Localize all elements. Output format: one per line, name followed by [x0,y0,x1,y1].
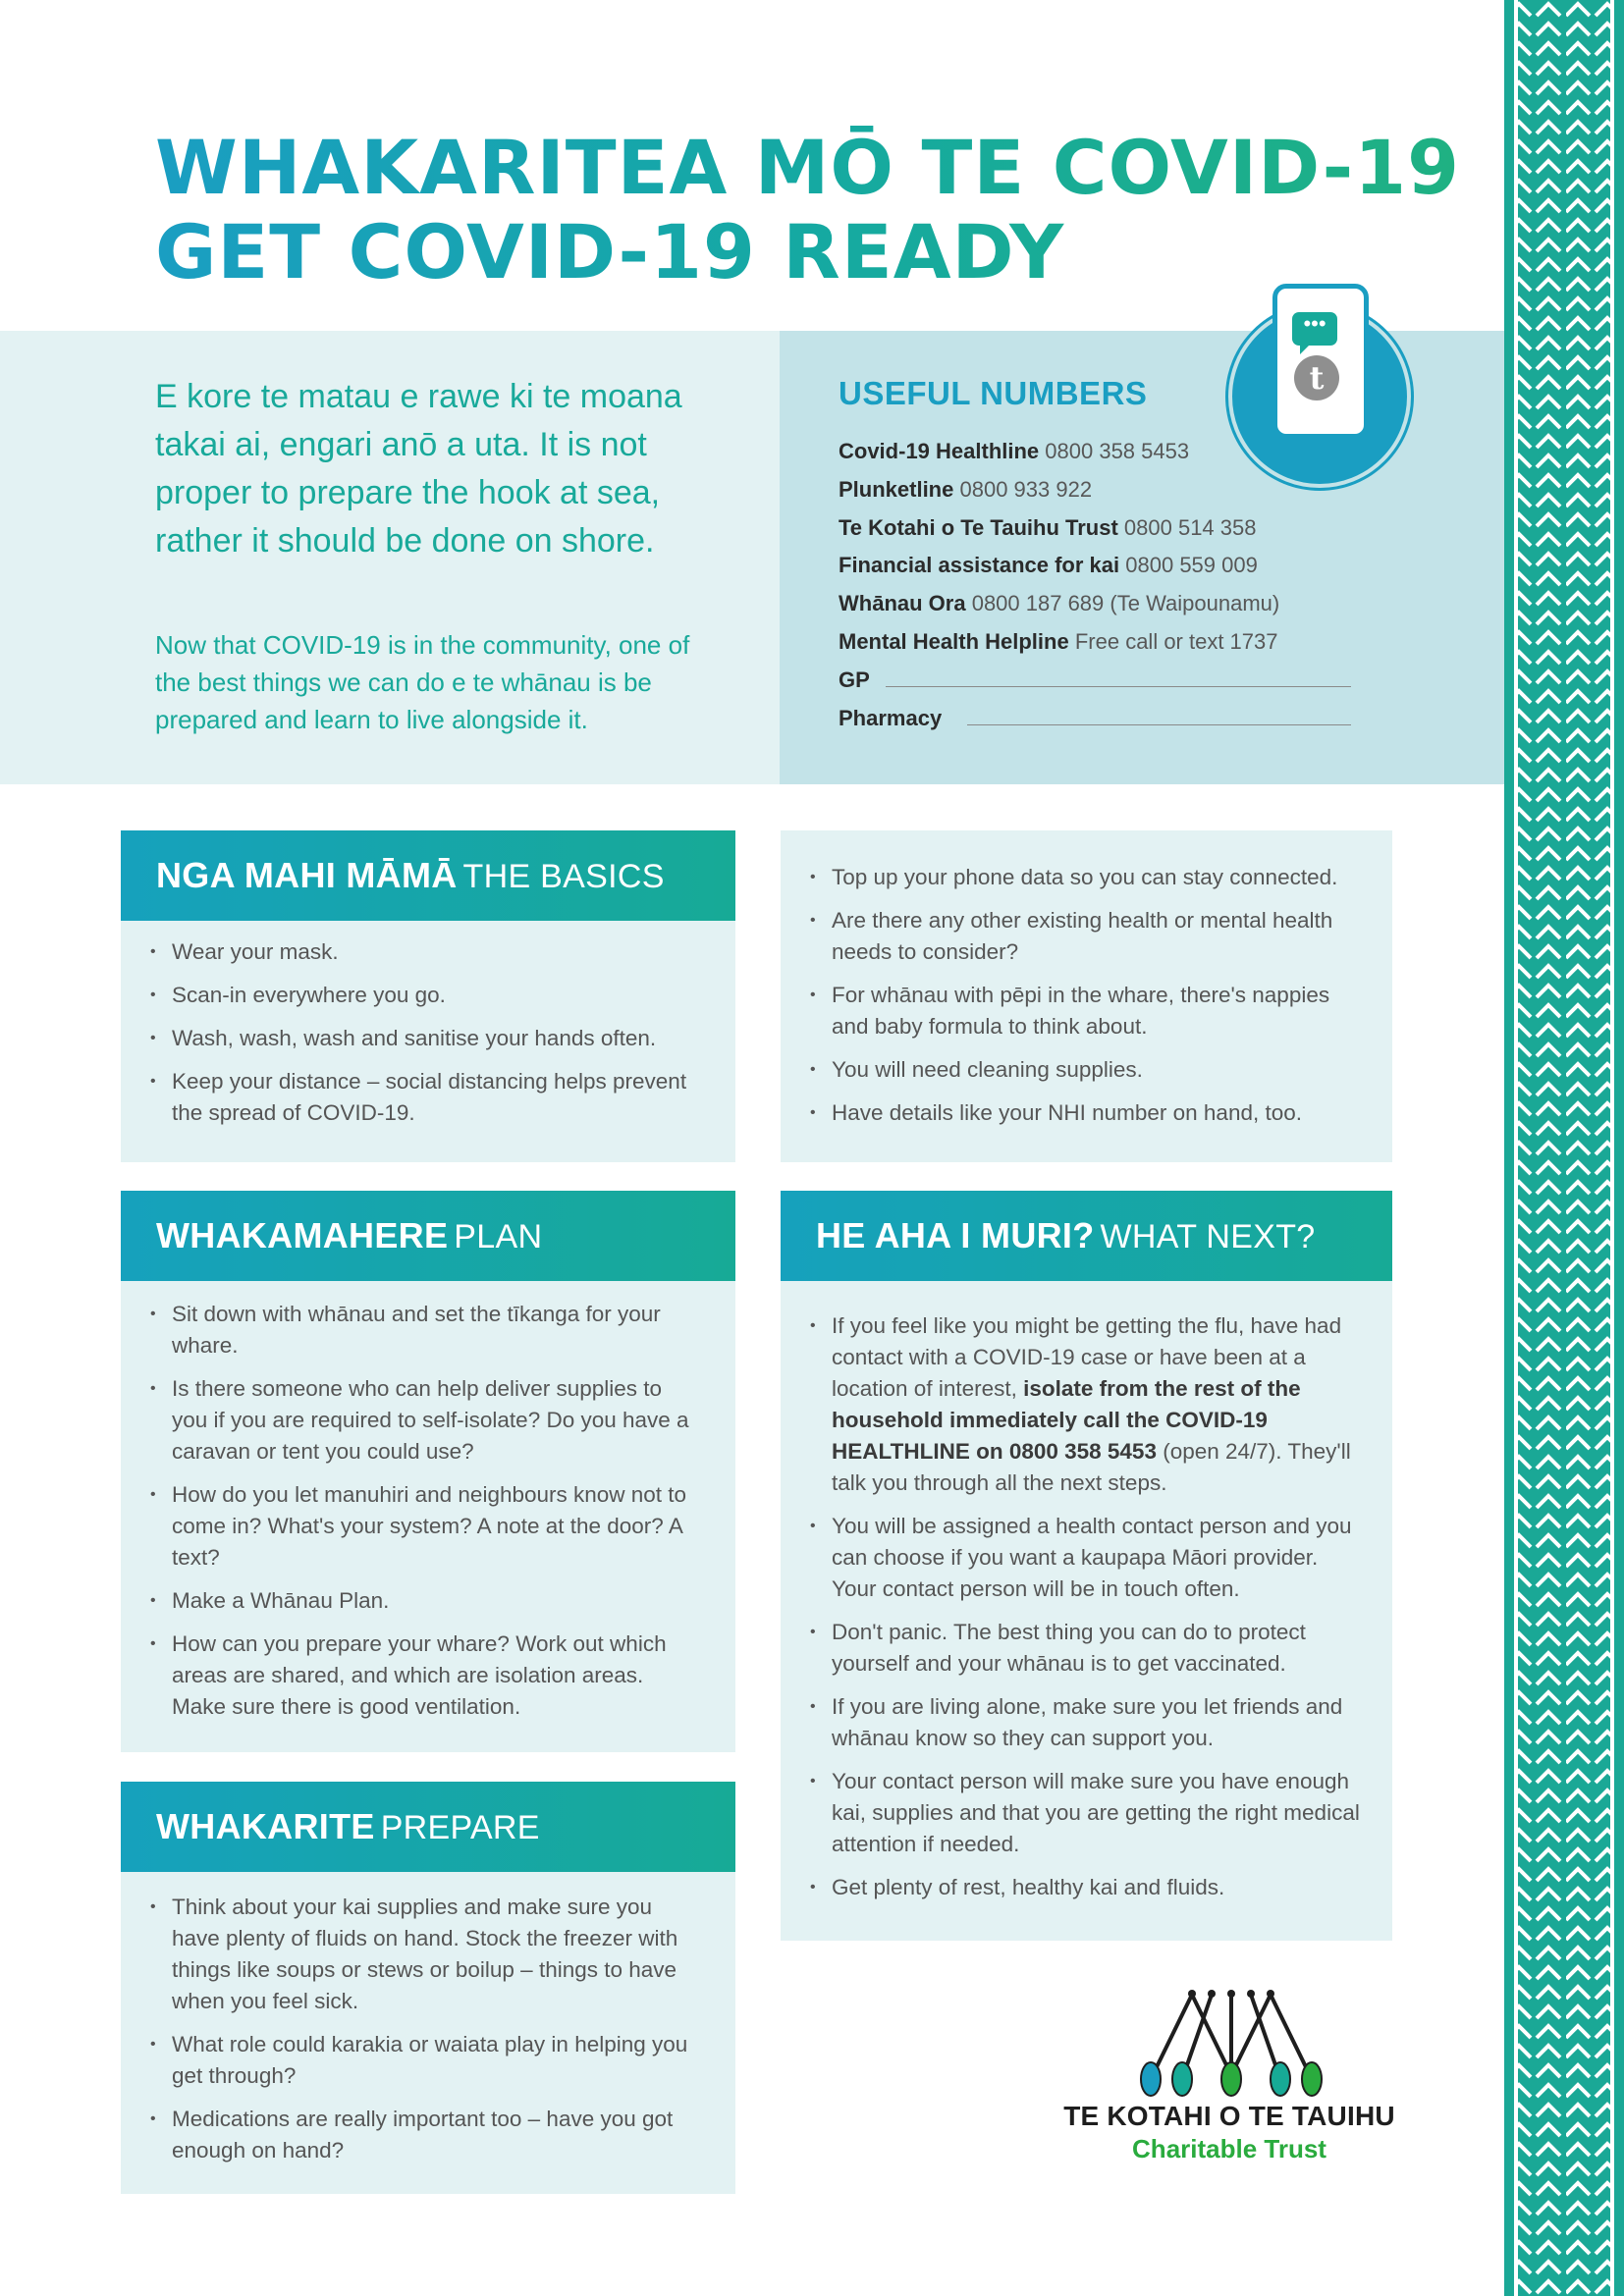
plan-title-english: PLAN [454,1218,543,1255]
number-item-gp [839,662,1388,700]
list-item: • Top up your phone data so you can stay connected. [832,862,1362,893]
chevron-border-pattern [1504,0,1624,2296]
number-label: Plunketline [839,476,954,502]
number-label: Mental Health Helpline [839,628,1069,654]
healthline-emphasis: isolate from the rest of the household immediately call the COVID-19 HEALTHLINE on 0800 358 5453 [832,1376,1301,1464]
list-item: • Don't panic. The best thing you can do to protect yourself and your whānau is to get vaccinated. [832,1617,1362,1680]
basics-card-header [121,830,735,921]
plan-card [121,1191,735,1752]
call-icon: t [1294,355,1339,400]
prepare-title [156,1782,540,1873]
number-label: Covid-19 Healthline [839,439,1040,463]
list-item: • You will need cleaning supplies. [832,1054,1362,1086]
basics-title [156,830,665,922]
prepare-title-maori: WHAKARITE [156,1806,375,1846]
list-item: • Think about your kai supplies and make sure you have plenty of fluids on hand. Stock the freezer with things like soups or stews or boilup – things to have when you feel sick. [172,1892,702,2017]
item-text: (open 24/7). They'll talk you through all the next steps. [832,1439,1351,1495]
logo-subtitle: Charitable Trust [1132,2134,1326,2163]
what-next-title-maori: HE AHA I MURI? [816,1215,1095,1255]
prepare-card [121,1782,735,2194]
basics-title-english: THE BASICS [462,858,665,895]
basics-continued-card [781,830,1392,1162]
list-item: • Sit down with whānau and set the tīkanga for your whare. [172,1299,702,1362]
list-item: • You will be assigned a health contact person and you can choose if you want a kaupapa Māori provider. Your contact person will be in touch often. [832,1511,1362,1605]
prepare-card-header [121,1782,735,1872]
plan-title [156,1191,542,1282]
title-line-maori: WHAKARITEA MŌ TE COVID-19 [155,124,1460,211]
list-item: • Medications are really important too – have you got enough on hand? [172,2104,702,2166]
list-item: • Wear your mask. [172,936,702,968]
list-item: • Have details like your NHI number on hand, too. [832,1097,1362,1129]
list-item: • How can you prepare your whare? Work out which areas are shared, and which are isolation areas. Make sure there is good ventilation. [172,1629,702,1723]
what-next-list [832,1310,1362,1915]
title-line-english: GET COVID-19 READY [155,208,1065,295]
number-label: Pharmacy [839,705,943,730]
list-item: • Make a Whānau Plan. [172,1585,702,1617]
number-value[interactable]: 0800 559 009 [1125,553,1258,578]
page-title [155,126,1460,294]
number-label: GP [839,667,870,692]
number-item [839,433,1388,471]
basics-card [121,830,735,1162]
list-item: • Is there someone who can help deliver supplies to you if you are required to self-isolate? Do you have a caravan or tent you could use? [172,1373,702,1468]
list-item [832,1310,1362,1499]
proverb-text: E kore te matau e rawe ki te moana takai ai, engari anō a uta. It is not proper to prepare the hook at sea, rather it should be done on shore. [155,378,682,560]
taiaha-logo-icon [1137,1989,1327,2097]
basics-continued-list [832,862,1362,1141]
plan-list [172,1299,702,1735]
what-next-title [816,1191,1316,1282]
number-item [839,471,1388,509]
number-value[interactable]: 0800 933 922 [959,476,1093,502]
number-label: Financial assistance for kai [839,553,1120,578]
list-item: • If you are living alone, make sure you let friends and whānau know so they can support you. [832,1691,1362,1754]
number-item [839,585,1388,623]
useful-numbers-list [839,433,1388,737]
logo-name: TE KOTAHI O TE TAUIHU [1063,2101,1395,2131]
useful-numbers-title: USEFUL NUMBERS [839,375,1148,411]
list-item: • Wash, wash, wash and sanitise your hands often. [172,1023,702,1054]
list-item: • Your contact person will make sure you have enough kai, supplies and that you are getting the right medical attention if needed. [832,1766,1362,1860]
number-item [839,509,1388,548]
prepare-title-english: PREPARE [380,1809,540,1846]
number-item-pharmacy [839,700,1388,738]
what-next-title-english: WHAT NEXT? [1100,1218,1316,1255]
number-label: Te Kotahi o Te Tauihu Trust [839,514,1118,540]
item-text: If you feel like you might be getting the flu, have had contact with a COVID-19 case or have been at a location of interest, [832,1313,1342,1401]
list-item: • What role could karakia or waiata play in helping you get through? [172,2029,702,2092]
plan-title-maori: WHAKAMAHERE [156,1215,449,1255]
plan-card-header [121,1191,735,1281]
number-value[interactable]: 0800 514 358 [1123,514,1257,540]
basics-title-maori: NGA MAHI MĀMĀ [156,855,458,895]
basics-list [172,936,702,1141]
list-item: • For whānau with pēpi in the whare, there's nappies and baby formula to think about. [832,980,1362,1042]
gp-write-in-line [886,686,1351,687]
pharmacy-write-in-line [967,724,1351,725]
list-item: • How do you let manuhiri and neighbours know not to come in? What's your system? A note at the door? A text? [172,1479,702,1574]
list-item: • Scan-in everywhere you go. [172,980,702,1011]
prepare-list [172,1892,702,2178]
what-next-card [781,1191,1392,1941]
list-item: • Are there any other existing health or mental health needs to consider? [832,905,1362,968]
number-label: Whānau Ora [839,591,966,616]
what-next-card-header [781,1191,1392,1281]
number-item [839,547,1388,585]
list-item: • Keep your distance – social distancing helps prevent the spread of COVID-19. [172,1066,702,1129]
number-value[interactable]: Free call or text 1737 [1074,628,1278,654]
intro-text: Now that COVID-19 is in the community, one of the best things we can do e te whānau is be prepared and learn to live alongside it. [155,630,690,734]
chat-bubble-icon: ••• [1292,312,1337,346]
number-value[interactable]: 0800 187 689 (Te Waipounamu) [971,591,1280,616]
list-item: • Get plenty of rest, healthy kai and fluids. [832,1872,1362,1903]
number-value[interactable]: 0800 358 5453 [1045,439,1190,463]
number-item [839,623,1388,662]
